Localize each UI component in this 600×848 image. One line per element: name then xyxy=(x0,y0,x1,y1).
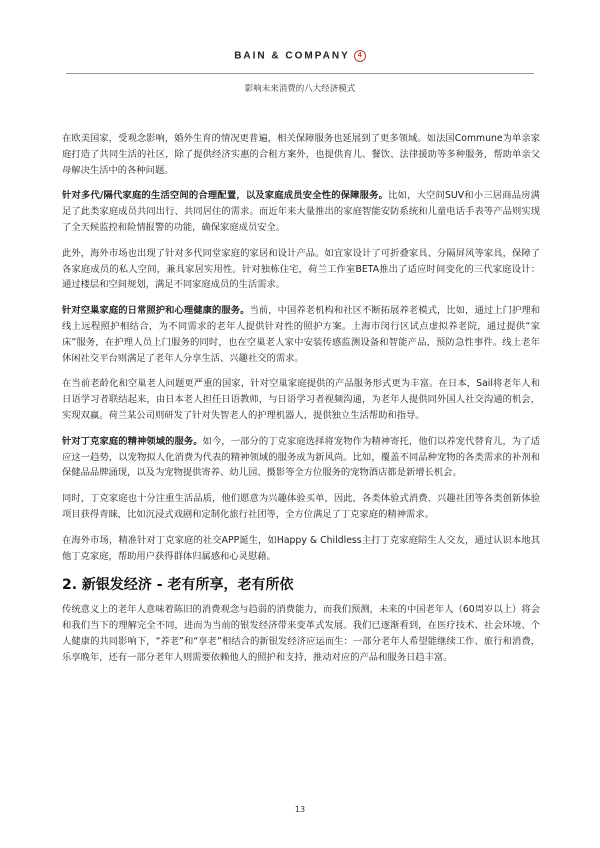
main-content xyxy=(62,131,540,676)
paragraph-5: 在当前老龄化和空巢老人问题更严重的国家，针对空巢家庭提供的产品服务形式更为丰富。在日本，Sail将老年人和日语学习者联结起来，由日本老人担任日语教师，与日语学习者视频沟通，为老年人提供同外国人社交沟通的机会，实现双赢。荷兰某公司则研发了针对失智老人的护理机器人，提供独立生活帮助和指导。 xyxy=(62,378,540,421)
page-number: 13 xyxy=(294,805,306,814)
brand-logo xyxy=(0,50,600,62)
paragraph-7: 同时，丁克家庭也十分注重生活品质，他们愿意为兴趣体验买单，因此，各类体验式消费、兴趣社团等各类创新体验项目获得青睐，比如沉浸式戏剧和定制化旅行社团等，全方位满足了丁克家庭的精神需求。 xyxy=(62,493,540,520)
paragraph-4: 针对空巢家庭的日常照护和心理健康的服务。当前，中国养老机构和社区不断拓展养老模式，比如，通过上门护理和线上远程照护相结合，为不同需求的老年人提供针对性的照护方案。上海市闵行区试点虚拟养老院，通过提供“家床”服务，在护理人员上门服务的同时，也在空巢老人家中安装传感监测设备和智能产品，预防急性事件。线上老年休闲社交平台则满足了老年人分享生活、兴趣社交的需求。 xyxy=(62,305,540,364)
paragraph-1: 在欧美国家，受观念影响，婚外生育的情况更普遍，相关保障服务也延展到了更多领域。如法国Commune为单亲家庭打造了共同生活的社区，除了提供经济实惠的合租方案外，也提供育儿、餐饮、法律援助等多种服务，帮助单亲父母解决生活中的各种问题。 xyxy=(62,133,540,176)
brand-mark-icon: 4 xyxy=(354,50,366,62)
brand-name: BAIN & COMPANY xyxy=(234,50,350,62)
paragraph-8: 在海外市场，精准针对丁克家庭的社交APP诞生，如Happy & Childless主打丁克家庭陪生人交友，通过认识本地其他丁克家庭，帮助用户获得群体归属感和心灵慰藉。 xyxy=(62,534,540,562)
report-title: 影响未来消费的八大经济模式 xyxy=(244,84,356,94)
section-heading: 2. 新银发经济 - 老有所享，老有所依 xyxy=(62,577,294,594)
paragraph-lead: 针对丁克家庭的精神领域的服务。 xyxy=(62,435,203,447)
paragraph-lead: 针对多代/隔代家庭的生活空间的合理配置，以及家庭成员安全性的保障服务。 xyxy=(62,190,389,202)
paragraph-3: 此外，海外市场也出现了针对多代同堂家庭的家居和设计产品。如宜家设计了可折叠家具、分隔屏风等家具，保障了各家庭成员的私人空间，兼具家居实用性。针对独栋住宅，荷兰工作室BETA推出了适应时间变化的三代家庭设计：通过楼层和空间规划，满足不同家庭成员的生活需求。 xyxy=(62,247,540,291)
paragraph-2: 针对多代/隔代家庭的生活空间的合理配置，以及家庭成员安全性的保障服务。比如，大空间SUV和小三居商品房满足了此类家庭成员共同出行、共同居住的需求。而近年来大量推出的家庭智能安防系统和儿童电话手表等产品则实现了全天候监控和险情报警的功能，确保家庭成员安全。 xyxy=(62,190,540,233)
paragraph-lead: 针对空巢家庭的日常照护和心理健康的服务。 xyxy=(62,305,250,317)
closing-paragraph: 传统意义上的老年人意味着陈旧的消费观念与趋弱的消费能力，而我们预测，未来的中国老年人（60周岁以上）将会和我们当下的理解完全不同，进而为当前的银发经济带来变革式发展。我们已逐渐看到，在医疗技术、社会环境、个人健康的共同影响下，“养老”和“享老”相结合的新银发经济应运而生：一部分老年人希望能继续工作、旅行和消费，乐享晚年，还有一部分老年人则需要依赖他人的照护和支持，推动对应的产品和服务日趋丰富。 xyxy=(62,604,540,663)
page-header xyxy=(0,0,600,100)
paragraph-6: 针对丁克家庭的精神领域的服务。如今，一部分的丁克家庭选择将宠物作为精神寄托，他们以养宠代替育儿，为了适应这一趋势，以宠物拟人化消费为代表的精神领域的服务成为新风尚。比如，覆盖不同品种宠物的各类需求的补剂和保健品品牌涌现，以及为宠物提供寄养、幼儿园、摄影等全方位服务的宠物酒店都是新增长机会。 xyxy=(62,435,540,479)
header-divider xyxy=(66,73,534,74)
